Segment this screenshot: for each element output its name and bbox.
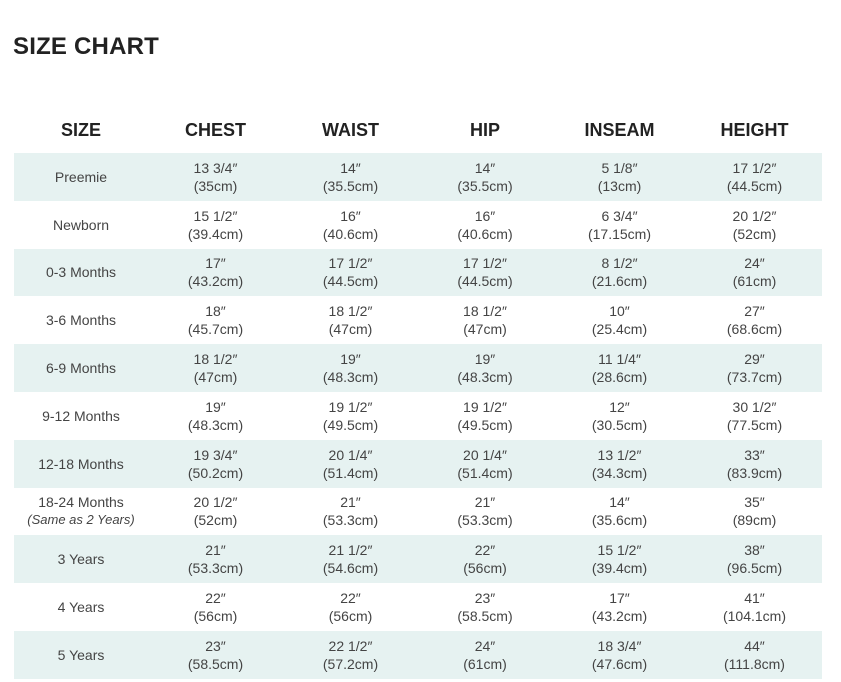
chest-centimeters: (47cm) xyxy=(193,369,238,386)
height-cell xyxy=(687,249,822,297)
inseam-cell xyxy=(552,296,687,344)
chest-inches: 13 3/4″ xyxy=(193,159,238,176)
waist-cell xyxy=(283,440,418,488)
hip-inches: 21″ xyxy=(474,494,496,511)
height-cell xyxy=(687,488,822,536)
hip-inches: 16″ xyxy=(474,207,496,224)
table-row xyxy=(14,392,822,440)
chest-cell xyxy=(148,249,283,297)
inseam-cell xyxy=(552,392,687,440)
waist-cell xyxy=(283,583,418,631)
chest-cell xyxy=(148,535,283,583)
chest-inches: 22″ xyxy=(205,590,226,607)
waist-cell xyxy=(283,201,418,249)
inseam-centimeters: (43.2cm) xyxy=(591,608,648,625)
hip-cell xyxy=(418,153,552,201)
inseam-inches: 10″ xyxy=(609,303,630,320)
waist-centimeters: (48.3cm) xyxy=(322,369,379,386)
header-hip: HIP xyxy=(469,120,500,140)
height-inches: 44″ xyxy=(744,637,765,654)
size-cell xyxy=(14,440,148,488)
waist-inches: 14″ xyxy=(340,159,361,176)
waist-centimeters: (51.4cm) xyxy=(322,464,379,481)
waist-inches: 21″ xyxy=(340,494,361,511)
hip-inches: 14″ xyxy=(474,159,496,176)
inseam-centimeters: (28.6cm) xyxy=(591,369,648,386)
hip-cell xyxy=(418,344,552,392)
chest-inches: 19 3/4″ xyxy=(193,446,238,463)
waist-cell xyxy=(283,344,418,392)
height-cell xyxy=(687,296,822,344)
waist-cell xyxy=(283,249,418,297)
table-row xyxy=(14,488,822,536)
chest-centimeters: (53.3cm) xyxy=(187,560,244,577)
hip-centimeters: (53.3cm) xyxy=(457,512,513,529)
table-body xyxy=(14,153,822,679)
waist-cell xyxy=(283,535,418,583)
hip-centimeters: (61cm) xyxy=(463,655,507,672)
waist-centimeters: (35.5cm) xyxy=(322,177,379,194)
waist-centimeters: (40.6cm) xyxy=(322,225,379,242)
size-cell xyxy=(14,344,148,392)
hip-inches: 23″ xyxy=(474,590,496,607)
inseam-inches: 5 1/8″ xyxy=(601,159,638,176)
inseam-cell xyxy=(552,201,687,249)
height-centimeters: (104.1cm) xyxy=(722,608,787,625)
height-centimeters: (44.5cm) xyxy=(726,177,783,194)
height-inches: 29″ xyxy=(744,351,765,368)
chest-cell xyxy=(148,153,283,201)
height-centimeters: (83.9cm) xyxy=(726,464,783,481)
table-row xyxy=(14,583,822,631)
waist-centimeters: (56cm) xyxy=(328,608,373,625)
inseam-inches: 11 1/4″ xyxy=(598,351,641,368)
chest-centimeters: (39.4cm) xyxy=(187,225,244,242)
inseam-centimeters: (39.4cm) xyxy=(591,560,648,577)
hip-centimeters: (47cm) xyxy=(463,321,507,338)
inseam-inches: 12″ xyxy=(609,398,630,415)
waist-inches: 22 1/2″ xyxy=(328,637,373,654)
inseam-inches: 8 1/2″ xyxy=(601,255,638,272)
table-row xyxy=(14,249,822,297)
page-title: SIZE CHART xyxy=(13,33,159,60)
waist-inches: 22″ xyxy=(340,590,361,607)
chest-inches: 15 1/2″ xyxy=(193,207,238,224)
height-cell xyxy=(687,392,822,440)
chest-centimeters: (58.5cm) xyxy=(187,655,244,672)
height-centimeters: (73.7cm) xyxy=(726,369,783,386)
hip-cell xyxy=(418,488,552,536)
hip-inches: 18 1/2″ xyxy=(463,303,507,320)
height-inches: 27″ xyxy=(744,303,765,320)
size-cell xyxy=(14,249,148,297)
height-centimeters: (111.8cm) xyxy=(724,655,785,672)
size-cell xyxy=(14,392,148,440)
size-label: 4 Years xyxy=(57,599,105,616)
chest-cell xyxy=(148,583,283,631)
hip-centimeters: (51.4cm) xyxy=(457,464,513,481)
hip-cell xyxy=(418,440,552,488)
height-centimeters: (77.5cm) xyxy=(726,416,783,433)
waist-centimeters: (57.2cm) xyxy=(322,655,379,672)
size-cell xyxy=(14,583,148,631)
header-waist: WAIST xyxy=(322,120,379,140)
inseam-inches: 14″ xyxy=(609,494,630,511)
hip-cell xyxy=(418,249,552,297)
size-cell xyxy=(14,201,148,249)
chest-cell xyxy=(148,296,283,344)
size-cell xyxy=(14,296,148,344)
height-cell xyxy=(687,344,822,392)
hip-centimeters: (35.5cm) xyxy=(457,177,513,194)
header-inseam: INSEAM xyxy=(584,120,655,140)
size-label: 3 Years xyxy=(57,551,105,568)
inseam-centimeters: (47.6cm) xyxy=(591,655,648,672)
inseam-inches: 15 1/2″ xyxy=(597,542,642,559)
table-row xyxy=(14,440,822,488)
waist-centimeters: (49.5cm) xyxy=(322,416,379,433)
inseam-inches: 18 3/4″ xyxy=(597,637,642,654)
inseam-centimeters: (30.5cm) xyxy=(591,416,648,433)
hip-cell xyxy=(418,201,552,249)
height-centimeters: (89cm) xyxy=(732,512,777,529)
inseam-cell xyxy=(552,344,687,392)
chest-centimeters: (52cm) xyxy=(193,512,238,529)
hip-inches: 17 1/2″ xyxy=(463,255,507,272)
chest-inches: 21″ xyxy=(205,542,226,559)
hip-cell xyxy=(418,631,552,679)
size-label: 18-24 Months xyxy=(38,494,124,511)
hip-inches: 22″ xyxy=(474,542,496,559)
hip-inches: 19 1/2″ xyxy=(463,398,507,415)
hip-inches: 20 1/4″ xyxy=(463,446,507,463)
chest-inches: 17″ xyxy=(205,255,226,272)
table-row xyxy=(14,201,822,249)
size-cell xyxy=(14,535,148,583)
inseam-centimeters: (25.4cm) xyxy=(591,321,648,338)
inseam-centimeters: (13cm) xyxy=(597,177,642,194)
chest-centimeters: (45.7cm) xyxy=(187,321,244,338)
waist-inches: 20 1/4″ xyxy=(328,446,373,463)
size-chart-table xyxy=(14,108,822,679)
chest-inches: 18″ xyxy=(205,303,226,320)
height-inches: 41″ xyxy=(744,590,765,607)
waist-cell xyxy=(283,153,418,201)
hip-cell xyxy=(418,535,552,583)
height-cell xyxy=(687,535,822,583)
size-label: Newborn xyxy=(52,216,110,233)
chest-cell xyxy=(148,440,283,488)
chest-cell xyxy=(148,392,283,440)
height-centimeters: (68.6cm) xyxy=(726,321,783,338)
size-label: 6-9 Months xyxy=(45,360,117,377)
height-inches: 38″ xyxy=(744,542,765,559)
chest-inches: 18 1/2″ xyxy=(193,351,238,368)
size-label: 12-18 Months xyxy=(38,455,124,472)
height-inches: 24″ xyxy=(744,255,765,272)
chest-cell xyxy=(148,631,283,679)
waist-inches: 21 1/2″ xyxy=(328,542,373,559)
waist-inches: 18 1/2″ xyxy=(328,303,373,320)
waist-centimeters: (54.6cm) xyxy=(322,560,379,577)
chest-centimeters: (50.2cm) xyxy=(187,464,244,481)
chest-cell xyxy=(148,488,283,536)
inseam-cell xyxy=(552,153,687,201)
inseam-inches: 6 3/4″ xyxy=(601,207,638,224)
header-row xyxy=(14,108,822,153)
size-label: 9-12 Months xyxy=(42,407,120,424)
hip-cell xyxy=(418,583,552,631)
hip-centimeters: (56cm) xyxy=(463,560,507,577)
hip-centimeters: (48.3cm) xyxy=(457,369,513,386)
inseam-cell xyxy=(552,535,687,583)
waist-cell xyxy=(283,488,418,536)
table-row xyxy=(14,344,822,392)
header-size: SIZE xyxy=(60,120,101,140)
hip-centimeters: (44.5cm) xyxy=(457,273,513,290)
hip-centimeters: (58.5cm) xyxy=(457,608,513,625)
height-inches: 17 1/2″ xyxy=(732,159,777,176)
size-label: 0-3 Months xyxy=(45,264,117,281)
waist-cell xyxy=(283,296,418,344)
height-cell xyxy=(687,153,822,201)
inseam-cell xyxy=(552,583,687,631)
size-cell xyxy=(14,631,148,679)
inseam-centimeters: (17.15cm) xyxy=(587,225,652,242)
header-height: HEIGHT xyxy=(720,120,789,140)
height-inches: 35″ xyxy=(744,494,765,511)
hip-cell xyxy=(418,296,552,344)
size-cell xyxy=(14,488,148,536)
chest-cell xyxy=(148,344,283,392)
inseam-inches: 17″ xyxy=(609,590,630,607)
waist-inches: 17 1/2″ xyxy=(328,255,373,272)
chest-inches: 19″ xyxy=(205,398,226,415)
hip-centimeters: (40.6cm) xyxy=(457,225,513,242)
inseam-cell xyxy=(552,631,687,679)
chest-cell xyxy=(148,201,283,249)
inseam-cell xyxy=(552,249,687,297)
hip-centimeters: (49.5cm) xyxy=(457,416,513,433)
size-cell xyxy=(14,153,148,201)
size-label: 3-6 Months xyxy=(45,312,117,329)
hip-inches: 19″ xyxy=(474,351,496,368)
chest-centimeters: (43.2cm) xyxy=(187,273,244,290)
height-inches: 33″ xyxy=(744,446,765,463)
height-cell xyxy=(687,631,822,679)
header-chest: CHEST xyxy=(184,120,246,140)
table-row xyxy=(14,296,822,344)
chest-centimeters: (35cm) xyxy=(193,177,238,194)
waist-centimeters: (44.5cm) xyxy=(322,273,379,290)
hip-cell xyxy=(418,392,552,440)
table-header xyxy=(14,108,822,153)
table-row xyxy=(14,153,822,201)
chest-centimeters: (48.3cm) xyxy=(187,416,244,433)
hip-inches: 24″ xyxy=(474,637,496,654)
height-cell xyxy=(687,201,822,249)
waist-inches: 19″ xyxy=(340,351,361,368)
waist-inches: 16″ xyxy=(340,207,361,224)
size-label: 5 Years xyxy=(57,646,105,663)
table-row xyxy=(14,535,822,583)
height-centimeters: (52cm) xyxy=(732,225,777,242)
inseam-cell xyxy=(552,488,687,536)
inseam-cell xyxy=(552,440,687,488)
inseam-centimeters: (34.3cm) xyxy=(591,464,648,481)
waist-cell xyxy=(283,631,418,679)
height-inches: 30 1/2″ xyxy=(732,398,777,415)
height-cell xyxy=(687,583,822,631)
chest-inches: 23″ xyxy=(205,637,226,654)
waist-centimeters: (53.3cm) xyxy=(322,512,379,529)
inseam-inches: 13 1/2″ xyxy=(597,446,642,463)
height-inches: 20 1/2″ xyxy=(732,207,777,224)
chest-inches: 20 1/2″ xyxy=(193,494,238,511)
waist-inches: 19 1/2″ xyxy=(328,398,373,415)
table-row xyxy=(14,631,822,679)
inseam-centimeters: (21.6cm) xyxy=(591,273,648,290)
height-centimeters: (61cm) xyxy=(732,273,777,290)
waist-cell xyxy=(283,392,418,440)
size-note: (Same as 2 Years) xyxy=(27,512,135,528)
waist-centimeters: (47cm) xyxy=(328,321,373,338)
height-centimeters: (96.5cm) xyxy=(726,560,783,577)
height-cell xyxy=(687,440,822,488)
size-label: Preemie xyxy=(54,168,108,185)
chest-centimeters: (56cm) xyxy=(193,608,238,625)
inseam-centimeters: (35.6cm) xyxy=(591,512,648,529)
